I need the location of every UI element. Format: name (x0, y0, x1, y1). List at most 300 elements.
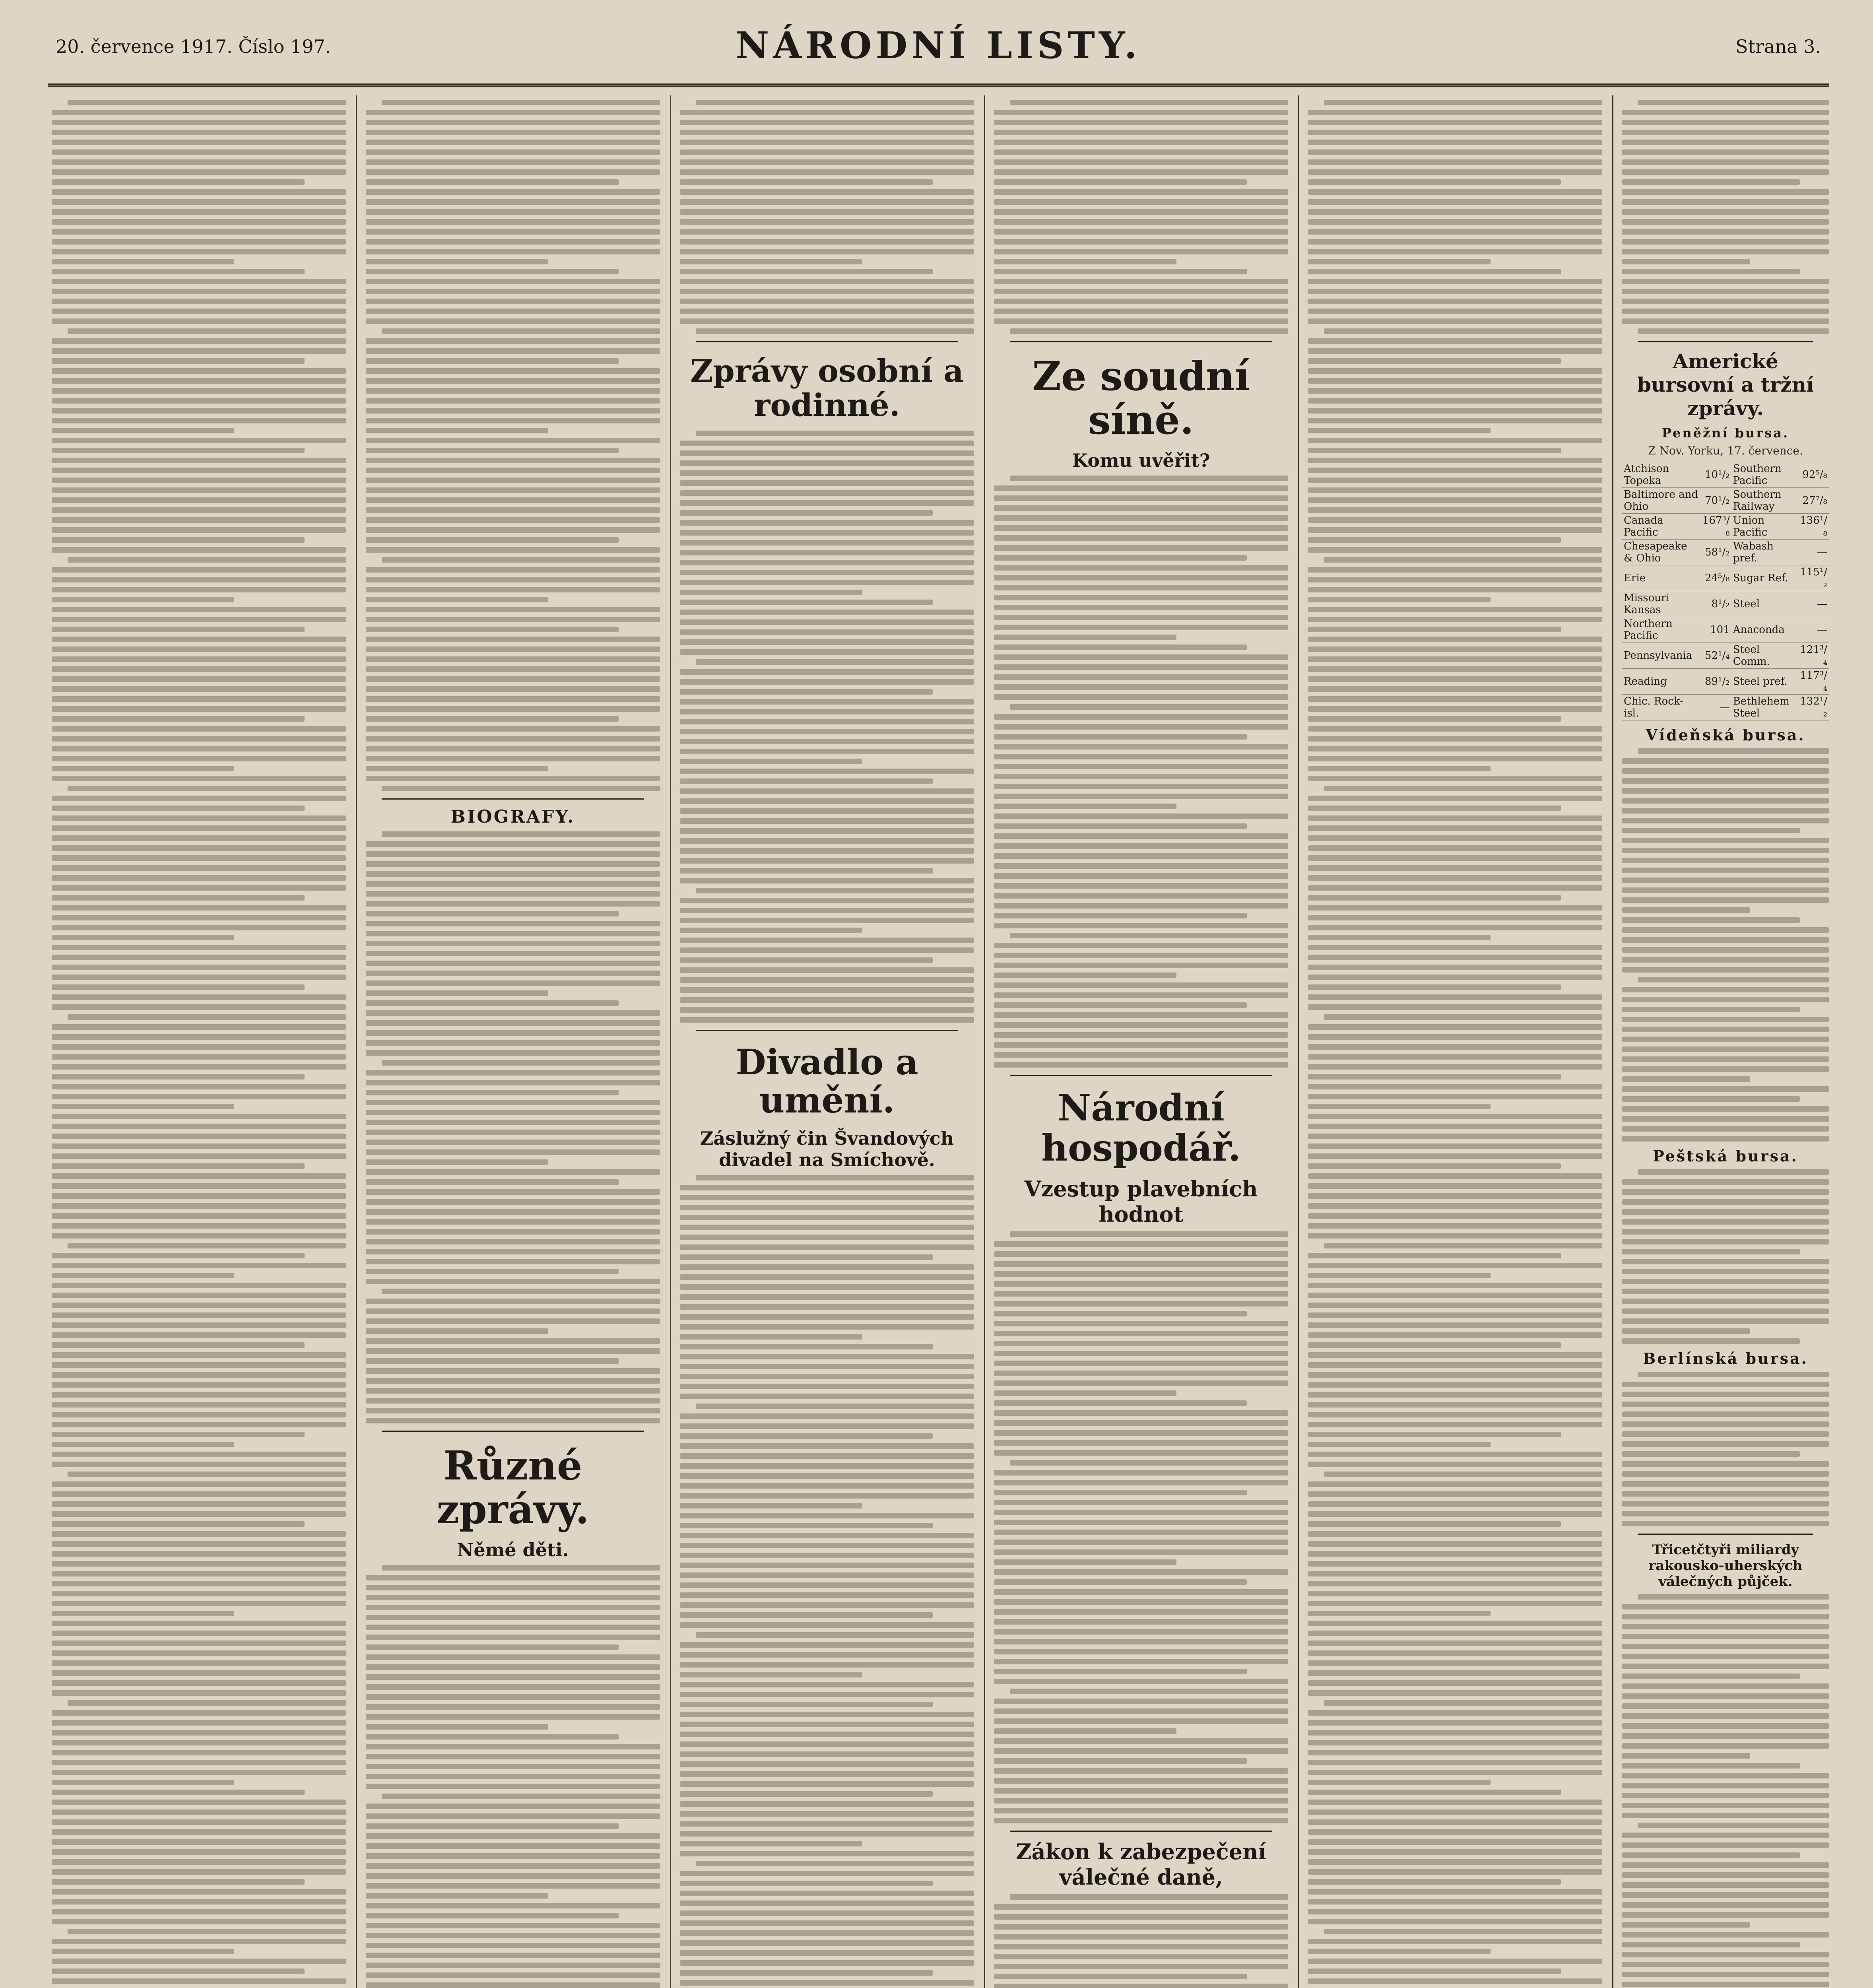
text-line (994, 535, 1288, 541)
text-line (994, 585, 1288, 590)
text-line (994, 982, 1288, 988)
text-line (1622, 1096, 1800, 1102)
stock-value: 27⁷/₈ (1797, 488, 1829, 514)
text-line (680, 997, 974, 1003)
text-line (1308, 905, 1602, 911)
text-line (1622, 887, 1829, 893)
text-line (52, 716, 305, 722)
text-line (994, 209, 1288, 215)
text-line (1308, 318, 1602, 324)
text-line (994, 1818, 1288, 1823)
text-line (1308, 1273, 1491, 1278)
text-line (680, 1423, 974, 1429)
stock-value: 24⁵/₈ (1700, 565, 1731, 591)
stock-row (1622, 514, 1829, 540)
text-line (1308, 1213, 1602, 1219)
text-line (382, 100, 660, 105)
text-line (994, 1002, 1247, 1008)
text-line (52, 905, 346, 911)
text-line (52, 1909, 346, 1914)
text-line (1308, 1253, 1561, 1258)
text-line (52, 736, 346, 742)
text-line (1308, 637, 1602, 642)
text-line (1622, 1382, 1829, 1387)
text-line (366, 627, 619, 632)
text-line (52, 656, 346, 662)
text-line (1308, 1611, 1491, 1616)
text-line (52, 537, 305, 543)
text-line (994, 149, 1288, 155)
text-line (680, 179, 933, 185)
stock-row (1622, 591, 1829, 617)
text-line (52, 1660, 346, 1666)
text-line (680, 1771, 974, 1777)
text-line (52, 1402, 346, 1408)
text-line (1308, 1412, 1602, 1417)
text-line (1308, 1978, 1602, 1984)
text-line (680, 169, 974, 175)
text-line (680, 279, 974, 284)
text-line (52, 348, 346, 354)
text-line (1308, 159, 1602, 165)
text-line (1622, 130, 1829, 135)
text-line (52, 199, 346, 205)
text-line (366, 1080, 660, 1085)
text-line (994, 1659, 1288, 1664)
text-line (1308, 686, 1602, 692)
text-line (1308, 249, 1602, 254)
text-line (1622, 1441, 1829, 1447)
text-line (52, 1959, 346, 1964)
text-line (52, 935, 234, 940)
text-line (994, 684, 1288, 690)
text-line (680, 1543, 974, 1548)
text-line (1308, 1581, 1602, 1586)
text-line (52, 338, 346, 344)
stock-name: Sugar Ref. (1731, 565, 1798, 591)
text-line (1308, 279, 1602, 284)
text-line (680, 1901, 974, 1906)
text-line (1308, 955, 1602, 960)
text-line (366, 1833, 660, 1839)
text-line (52, 885, 346, 891)
text-line (1308, 1422, 1602, 1427)
text-line (680, 550, 974, 555)
text-line (994, 595, 1288, 600)
text-line (52, 646, 346, 652)
text-line (52, 706, 346, 712)
text-line (994, 1758, 1247, 1764)
text-line (366, 961, 660, 966)
text-line (1308, 1064, 1602, 1070)
text-line (1622, 927, 1829, 933)
text-line (52, 746, 346, 751)
text-line (366, 656, 660, 662)
text-line (994, 120, 1288, 125)
article-body (366, 100, 660, 791)
text-line (52, 120, 346, 125)
text-line (994, 1301, 1288, 1307)
text-line (1308, 696, 1602, 702)
text-line (1622, 1962, 1829, 1967)
text-line (52, 1134, 346, 1139)
text-line (1308, 1621, 1602, 1626)
text-line (366, 378, 660, 384)
text-line (1308, 1780, 1491, 1785)
text-line (52, 189, 346, 195)
text-line (1622, 169, 1829, 175)
text-line (680, 560, 974, 565)
divider (696, 341, 958, 342)
column-4 (994, 95, 1288, 1988)
stock-value: — (1700, 695, 1731, 720)
text-line (1308, 408, 1602, 414)
text-line (366, 646, 660, 652)
text-line (1308, 984, 1561, 990)
column-2 (366, 95, 660, 1988)
text-line (1010, 100, 1288, 105)
text-line (52, 627, 305, 632)
text-line (52, 358, 305, 364)
text-line (680, 1523, 933, 1528)
issue-date: 20. července 1917. Číslo 197. (56, 36, 331, 57)
text-line (52, 1790, 305, 1795)
text-line (52, 984, 305, 990)
text-line (1308, 1591, 1602, 1596)
text-line (1622, 1743, 1829, 1749)
text-line (52, 1114, 346, 1119)
text-line (52, 1839, 346, 1845)
text-line (994, 1629, 1288, 1635)
text-line (1622, 189, 1829, 195)
text-line (1622, 878, 1829, 883)
text-line (1622, 828, 1800, 833)
text-line (1308, 497, 1602, 503)
text-line (680, 470, 974, 476)
text-line (1308, 1392, 1602, 1398)
text-line (696, 1175, 974, 1180)
text-line (366, 140, 660, 145)
text-line (680, 749, 974, 754)
text-line (366, 1030, 660, 1036)
text-line (1308, 1303, 1602, 1308)
text-line (1308, 597, 1491, 602)
text-line (680, 818, 974, 824)
text-line (52, 1392, 346, 1398)
text-line (366, 1883, 660, 1889)
text-line (1622, 1289, 1829, 1294)
text-line (382, 1289, 660, 1294)
text-line (366, 169, 660, 175)
text-line (680, 1473, 974, 1479)
text-line (366, 1408, 660, 1413)
text-line (382, 1794, 660, 1799)
divider (1010, 1075, 1272, 1076)
text-line (52, 507, 346, 513)
text-line (680, 460, 974, 466)
text-line (1308, 736, 1602, 742)
text-line (1622, 1654, 1829, 1659)
text-line (1622, 1066, 1829, 1072)
text-line (366, 1982, 660, 1988)
text-line (994, 555, 1247, 561)
text-line (52, 1442, 234, 1447)
text-line (680, 928, 862, 933)
text-line (1622, 149, 1829, 155)
stock-row (1622, 669, 1829, 695)
text-line (366, 179, 619, 185)
stock-name: Missouri Kansas (1622, 591, 1700, 617)
nemé-deti-subheading: Němé děti. (457, 1539, 569, 1561)
stock-name: Canada Pacific (1622, 514, 1700, 540)
text-line (366, 607, 660, 612)
text-line (52, 1611, 234, 1616)
text-line (1308, 815, 1602, 821)
text-line (680, 1533, 974, 1538)
komu-uverit-subheading: Komu uvěřit? (1072, 450, 1210, 471)
text-line (52, 1800, 346, 1805)
text-line (994, 1808, 1288, 1813)
text-line (680, 1980, 974, 1986)
text-line (994, 754, 1288, 759)
text-line (680, 120, 974, 125)
text-line (366, 487, 660, 493)
text-line (994, 159, 1288, 165)
text-line (1308, 1541, 1602, 1547)
text-line (994, 1788, 1288, 1794)
text-line (1622, 1229, 1829, 1235)
text-line (994, 189, 1288, 195)
text-line (1308, 199, 1602, 205)
text-line (680, 159, 974, 165)
stock-value: 52¹/₄ (1700, 643, 1731, 669)
text-line (1308, 1442, 1491, 1447)
text-line (994, 219, 1288, 225)
text-line (366, 1398, 660, 1404)
text-line (1622, 788, 1829, 794)
text-line (1308, 338, 1602, 344)
text-line (1308, 895, 1561, 901)
text-line (994, 1520, 1288, 1525)
text-line (680, 1662, 974, 1668)
text-line (1308, 229, 1602, 235)
text-line (1308, 1034, 1602, 1040)
text-line (366, 1070, 660, 1076)
text-line (52, 1939, 346, 1944)
text-line (1308, 1074, 1561, 1079)
text-line (680, 1453, 974, 1459)
text-line (366, 1963, 660, 1968)
text-line (1308, 458, 1602, 463)
text-line (994, 1974, 1247, 1979)
text-line (52, 398, 346, 404)
text-line (994, 615, 1288, 620)
text-line (1308, 1829, 1602, 1835)
text-line (1622, 1664, 1829, 1669)
text-line (994, 1351, 1288, 1356)
text-line (52, 925, 346, 930)
divider (696, 1030, 958, 1031)
text-line (1308, 110, 1602, 115)
text-line (366, 1893, 548, 1899)
text-line (1622, 318, 1829, 324)
text-line (52, 249, 346, 254)
text-line (680, 1254, 933, 1260)
text-line (52, 696, 346, 702)
text-line (1308, 1173, 1602, 1179)
text-line (1622, 1126, 1829, 1132)
article-body (366, 1565, 660, 1988)
text-line (994, 734, 1247, 740)
text-line (1622, 309, 1829, 314)
stock-name: Northern Pacific (1622, 617, 1700, 643)
text-line (68, 328, 346, 334)
text-line (680, 1622, 974, 1628)
text-line (366, 1674, 660, 1680)
text-line (366, 289, 660, 294)
text-line (1622, 1259, 1829, 1264)
text-line (52, 1263, 346, 1268)
stock-name: Wabash pref. (1731, 540, 1798, 565)
text-line (1622, 1056, 1829, 1062)
text-line (696, 431, 974, 436)
text-line (366, 1149, 660, 1155)
text-line (366, 736, 660, 742)
text-line (1308, 1800, 1602, 1805)
text-line (1308, 259, 1491, 264)
text-line (1622, 229, 1829, 235)
text-line (1308, 1740, 1602, 1745)
text-line (1622, 140, 1829, 145)
text-line (680, 1185, 974, 1190)
text-line (1622, 259, 1750, 264)
text-line (52, 965, 346, 970)
text-line (366, 726, 660, 732)
text-line (1308, 1809, 1602, 1815)
text-line (52, 1969, 305, 1974)
column-rule (984, 95, 985, 1988)
text-line (366, 980, 660, 986)
text-line (52, 1869, 346, 1875)
text-line (994, 269, 1247, 274)
stock-name: Bethlehem Steel (1731, 695, 1798, 720)
text-line (366, 418, 660, 423)
text-line (1308, 1601, 1602, 1606)
text-line (994, 515, 1288, 521)
text-line (1308, 1332, 1602, 1338)
text-line (52, 1303, 346, 1308)
text-line (366, 120, 660, 125)
text-line (366, 1605, 660, 1610)
text-line (1622, 1882, 1829, 1888)
text-line (994, 714, 1288, 720)
text-line (366, 318, 660, 324)
text-line (366, 1189, 660, 1195)
text-line (1622, 1624, 1829, 1629)
text-line (52, 1740, 346, 1745)
text-line (1308, 1969, 1561, 1974)
text-line (994, 1410, 1288, 1416)
text-line (1308, 348, 1602, 354)
text-line (366, 1229, 660, 1235)
text-line (52, 1491, 346, 1497)
text-line (1308, 388, 1602, 394)
text-line (680, 769, 974, 774)
text-line (994, 575, 1288, 580)
text-line (994, 1331, 1288, 1336)
text-line (1308, 1631, 1602, 1636)
text-line (994, 1708, 1288, 1714)
text-line (1622, 1431, 1829, 1437)
text-line (994, 764, 1288, 769)
text-line (994, 1440, 1288, 1446)
text-line (52, 159, 346, 165)
text-line (1622, 1309, 1829, 1314)
text-line (382, 1060, 660, 1066)
text-line (52, 1004, 346, 1010)
text-line (1308, 1263, 1602, 1268)
vzestup-heading: Vzestup plavebních hodnot (1024, 1176, 1258, 1227)
text-line (52, 1094, 346, 1099)
text-line (1622, 199, 1829, 205)
newspaper-title: NÁRODNÍ LISTY. (736, 24, 1141, 67)
text-line (680, 739, 974, 744)
berlinska-bursa-heading: Berlínská bursa. (1643, 1349, 1808, 1367)
text-line (366, 1239, 660, 1244)
text-line (1308, 1491, 1602, 1497)
text-line (52, 587, 346, 592)
text-line (1622, 269, 1800, 274)
text-line (680, 1891, 974, 1896)
text-line (994, 1341, 1288, 1346)
text-line (1622, 209, 1829, 215)
text-line (52, 1809, 346, 1815)
text-line (994, 565, 1288, 571)
divider (382, 1431, 644, 1432)
text-line (994, 1390, 1176, 1396)
text-line (994, 110, 1288, 115)
text-line (52, 468, 346, 473)
text-line (994, 1679, 1288, 1684)
text-line (1622, 1872, 1829, 1878)
text-line (1324, 1472, 1602, 1477)
text-line (994, 1380, 1288, 1386)
text-line (1308, 487, 1602, 493)
text-line (366, 1040, 660, 1046)
article-body (1622, 1594, 1829, 1988)
text-line (52, 637, 346, 642)
text-line (994, 1480, 1288, 1485)
text-line (680, 1592, 974, 1598)
text-line (680, 289, 974, 294)
text-line (994, 1964, 1288, 1969)
text-line (1308, 1382, 1602, 1388)
text-line (994, 833, 1288, 839)
text-line (1308, 140, 1602, 145)
text-line (1622, 289, 1829, 294)
text-line (1324, 100, 1602, 105)
text-line (52, 1283, 346, 1288)
stock-row (1622, 462, 1829, 488)
stock-value: 101 (1700, 617, 1731, 643)
text-line (52, 1561, 346, 1567)
text-line (1622, 1219, 1829, 1225)
text-line (1308, 1054, 1602, 1060)
text-line (1308, 448, 1561, 453)
text-line (366, 1378, 660, 1384)
text-line (1010, 328, 1288, 334)
text-line (1308, 1094, 1602, 1099)
